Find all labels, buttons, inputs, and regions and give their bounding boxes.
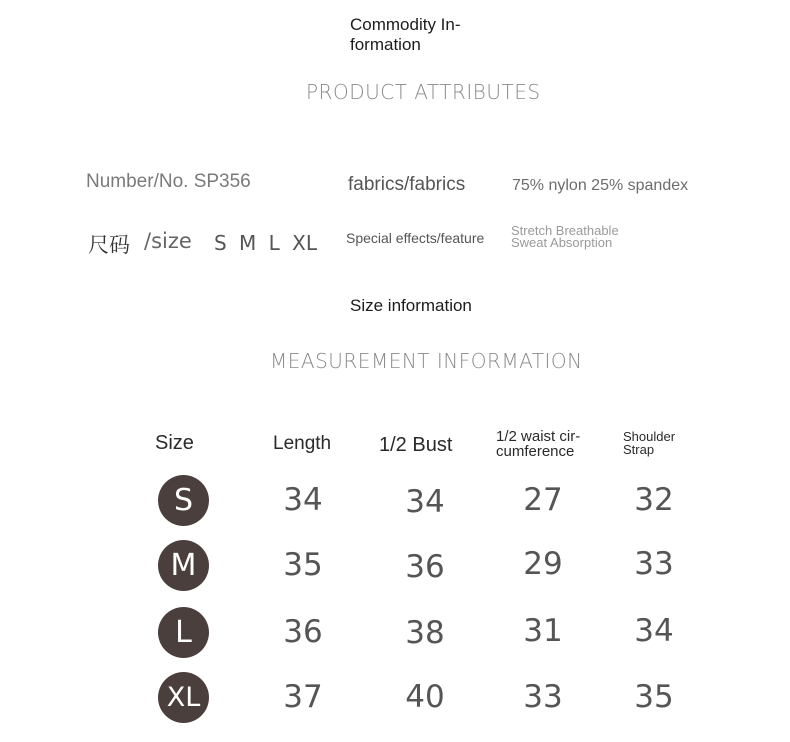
size-label-cn: 尺码 xyxy=(88,233,130,257)
cell-shoulder: 34 xyxy=(634,613,674,649)
col-header-waist-line2: cumference xyxy=(496,443,575,460)
feature-label: Special effects/feature xyxy=(346,230,485,246)
cell-length: 36 xyxy=(283,614,323,650)
size-badge-xl: XL xyxy=(158,672,209,723)
cell-length: 34 xyxy=(283,482,323,518)
cell-length: 37 xyxy=(283,679,323,715)
size-label-en: /size xyxy=(144,229,192,253)
measurement-info-title: MEASUREMENT INFORMATION xyxy=(270,349,583,373)
number-label: Number/No. SP356 xyxy=(86,171,251,192)
size-options: S M L XL xyxy=(214,231,318,255)
feature-value-line2: Sweat Absorption xyxy=(511,235,613,250)
cell-shoulder: 33 xyxy=(634,546,674,582)
col-header-waist-line1: 1/2 waist cir- xyxy=(496,428,581,445)
size-badge-m: M xyxy=(158,540,209,591)
cell-bust: 38 xyxy=(405,615,445,651)
commodity-heading-line2: formation xyxy=(350,35,421,54)
cell-length: 35 xyxy=(283,547,323,583)
size-badge-s: S xyxy=(158,475,209,526)
size-info-heading: Size information xyxy=(350,296,472,315)
col-header-bust: 1/2 Bust xyxy=(379,434,453,456)
size-badge-l: L xyxy=(158,607,209,658)
col-header-shoulder-line2: Strap xyxy=(623,442,655,457)
cell-waist: 31 xyxy=(523,613,563,649)
cell-bust: 36 xyxy=(405,549,445,585)
cell-shoulder: 35 xyxy=(634,679,674,715)
fabrics-label: fabrics/fabrics xyxy=(348,174,466,195)
cell-waist: 33 xyxy=(523,679,563,715)
product-attributes-title: PRODUCT ATTRIBUTES xyxy=(306,80,541,104)
commodity-heading-line1: Commodity In- xyxy=(350,15,461,34)
cell-waist: 29 xyxy=(523,546,563,582)
cell-bust: 40 xyxy=(405,679,445,715)
fabrics-value: 75% nylon 25% spandex xyxy=(512,177,689,194)
col-header-length: Length xyxy=(273,433,332,454)
cell-waist: 27 xyxy=(523,482,563,518)
cell-bust: 34 xyxy=(405,484,445,520)
col-header-size: Size xyxy=(155,432,194,454)
col-header-shoulder-line1: Shoulder xyxy=(623,429,676,444)
cell-shoulder: 32 xyxy=(634,482,674,518)
feature-value-line1: Stretch Breathable xyxy=(511,223,619,238)
